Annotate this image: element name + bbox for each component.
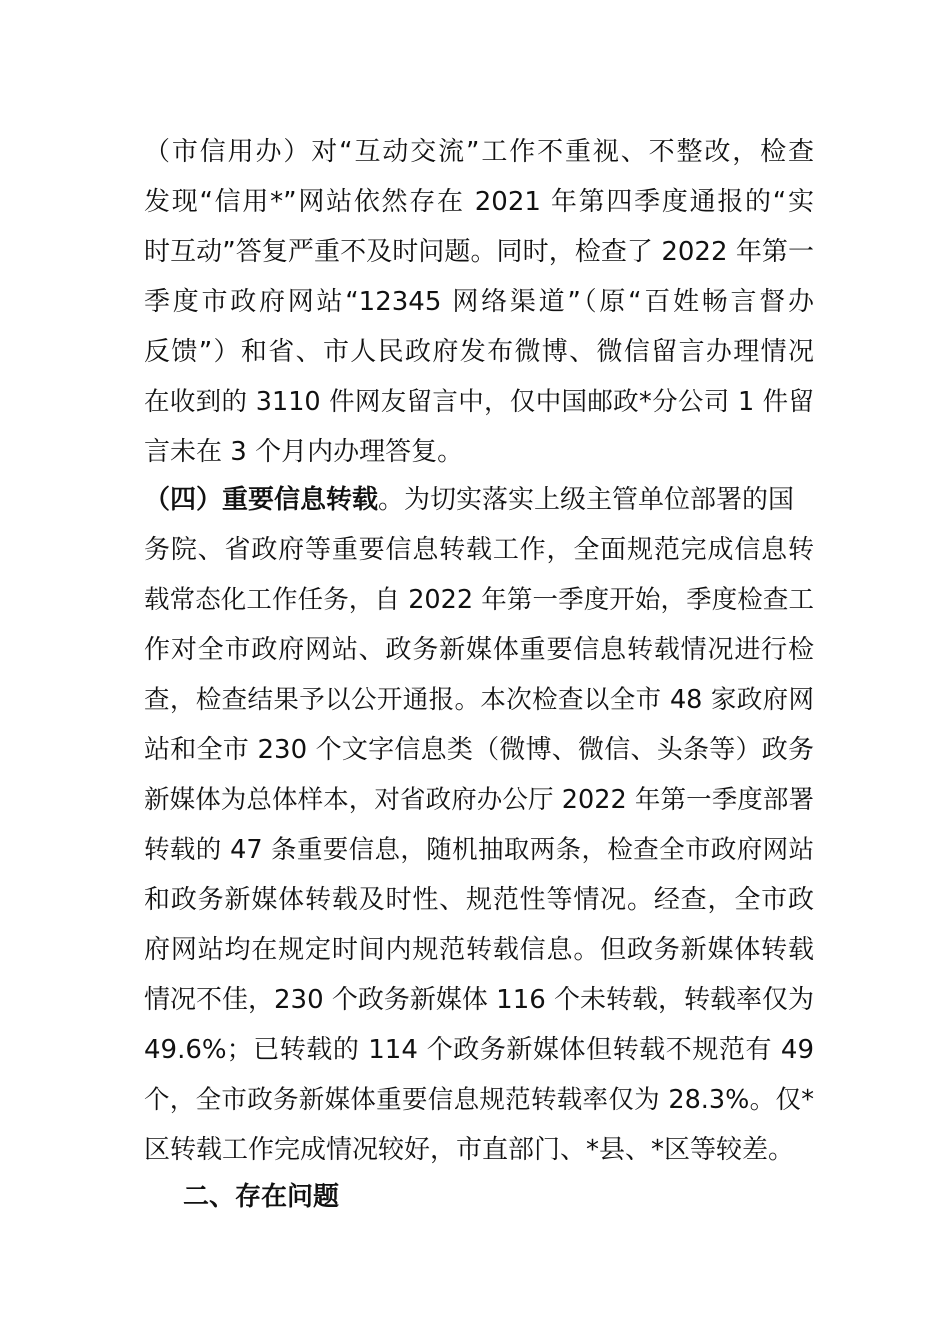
paragraph-line: 转载的 47 条重要信息，随机抽取两条，检查全市政府网站 [144, 835, 814, 865]
paragraph-line: 查，检查结果予以公开通报。本次检查以全市 48 家政府网 [144, 685, 814, 715]
section-four-first-line-text: 。为切实落实上级主管单位部署的国 [378, 485, 795, 515]
paragraph-line: 49.6%；已转载的 114 个政务新媒体但转载不规范有 49 [144, 1035, 814, 1065]
paragraph-line: （市信用办）对“互动交流”工作不重视、不整改，检查 [144, 137, 814, 167]
paragraph-line: 季度市政府网站“12345 网络渠道”（原“百姓畅言督办 [144, 287, 814, 317]
paragraph-line: 务院、省政府等重要信息转载工作，全面规范完成信息转 [144, 535, 814, 565]
section-four-first-line [144, 475, 814, 525]
paragraph-line: 情况不佳，230 个政务新媒体 116 个未转载，转载率仅为 [144, 985, 814, 1015]
paragraph-line: 新媒体为总体样本，对省政府办公厅 2022 年第一季度部署 [144, 785, 814, 815]
paragraph-line: 载常态化工作任务，自 2022 年第一季度开始，季度检查工 [144, 585, 814, 615]
section-four-heading: （四）重要信息转载 [144, 485, 379, 515]
paragraph-line: 言未在 3 个月内办理答复。 [144, 437, 464, 467]
paragraph-line: 站和全市 230 个文字信息类（微博、微信、头条等）政务 [144, 735, 814, 765]
paragraph-line: 时互动”答复严重不及时问题。同时，检查了 2022 年第一 [144, 237, 814, 267]
paragraph-line: 反馈”）和省、市人民政府发布微博、微信留言办理情况 [144, 337, 814, 367]
paragraph-line: 府网站均在规定时间内规范转载信息。但政务新媒体转载 [144, 935, 814, 965]
paragraph-line: 在收到的 3110 件网友留言中，仅中国邮政*分公司 1 件留 [144, 387, 814, 417]
paragraph-line: 个，全市政务新媒体重要信息规范转载率仅为 28.3%。仅* [144, 1085, 814, 1115]
paragraph-line: 和政务新媒体转载及时性、规范性等情况。经查，全市政 [144, 885, 814, 915]
paragraph-line: 作对全市政府网站、政务新媒体重要信息转载情况进行检 [144, 635, 814, 665]
paragraph-line: 发现“信用*”网站依然存在 2021 年第四季度通报的“实 [144, 187, 814, 217]
section-heading: 二、存在问题 [183, 1182, 340, 1212]
paragraph-line: 区转载工作完成情况较好，市直部门、*县、*区等较差。 [144, 1135, 795, 1165]
